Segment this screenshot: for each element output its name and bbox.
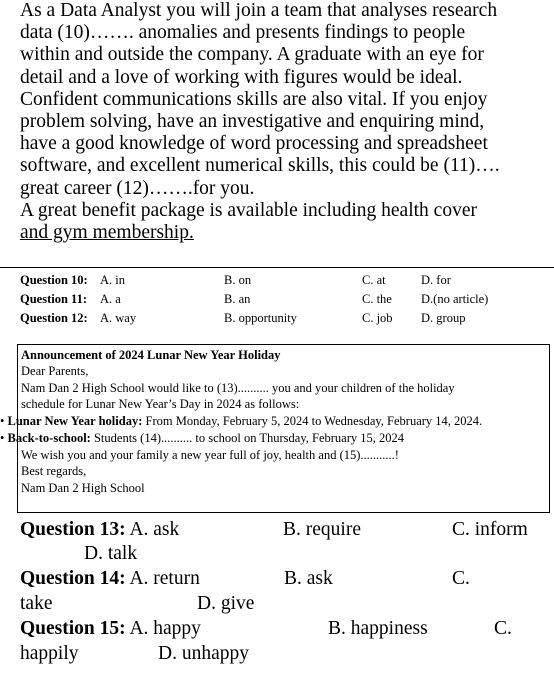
- bullet-text: Students (14).......... to school on Thursday, February 15, 2024: [90, 431, 405, 445]
- announcement-wish: We wish you and your family a new year full of joy, health and (15)...........!: [21, 448, 399, 462]
- option-b[interactable]: B. on: [224, 273, 252, 287]
- option-a[interactable]: A. ask: [125, 519, 180, 540]
- announcement-title: Announcement of 2024 Lunar New Year Holiday: [21, 348, 281, 362]
- announcement-closing: Best regards,: [21, 464, 87, 478]
- question-11-row: [20, 290, 550, 308]
- bullet-holiday: • Lunar New Year holiday: From Monday, February 5, 2024 to Wednesday, February 14, 2024.: [0, 414, 483, 428]
- passage-line: and gym membership.: [20, 221, 194, 243]
- option-d[interactable]: D.(no article): [421, 292, 489, 306]
- option-c-text[interactable]: happily: [20, 643, 79, 664]
- option-b[interactable]: B. ask: [284, 568, 333, 589]
- option-c[interactable]: C. at: [362, 273, 386, 287]
- question-label: Question 11:: [20, 292, 88, 306]
- passage-line: have a good knowledge of word processing and spreadsheet: [20, 133, 488, 155]
- option-b[interactable]: B. opportunity: [224, 311, 297, 325]
- option-d[interactable]: D. give: [197, 593, 255, 614]
- divider-rule: [0, 267, 554, 268]
- option-c[interactable]: C.: [494, 618, 512, 639]
- passage-line: As a Data Analyst you will join a team that analyses research: [20, 0, 498, 21]
- passage-line: problem solving, have an investigative and enquiring mind,: [20, 110, 485, 132]
- bullet-back-to-school: • Back-to-school: Students (14).......... to school on Thursday, February 15, 2024: [0, 431, 405, 445]
- question-15-label: Question 15: A. happy: [20, 618, 201, 639]
- question-10-row: [20, 271, 550, 289]
- option-a[interactable]: A. happy: [125, 618, 201, 639]
- announcement-body: schedule for Lunar New Year’s Day in 2024 as follows:: [21, 397, 300, 411]
- question-label: Question 10:: [20, 273, 88, 287]
- announcement-signature: Nam Dan 2 High School: [21, 481, 145, 495]
- option-d[interactable]: D. unhappy: [158, 643, 249, 664]
- passage-line: software, and excellent numerical skills, this could be (11)….: [20, 155, 500, 177]
- question-13-label: Question 13: A. ask: [20, 519, 180, 540]
- option-b[interactable]: B. happiness: [328, 618, 428, 639]
- question-label: Question 12:: [20, 311, 88, 325]
- question-14-label: Question 14: A. return: [20, 568, 200, 589]
- option-d[interactable]: D. group: [421, 311, 466, 325]
- option-c[interactable]: C. inform: [452, 519, 528, 540]
- option-a[interactable]: A. in: [100, 273, 125, 287]
- option-a[interactable]: A. way: [100, 311, 137, 325]
- option-d[interactable]: D. for: [421, 273, 451, 287]
- option-c[interactable]: C.: [452, 568, 470, 589]
- passage-line: detail and a love of working with figures would be ideal.: [20, 66, 463, 88]
- announcement-body: Nam Dan 2 High School would like to (13).......... you and your children of the holiday: [21, 381, 455, 395]
- option-a[interactable]: A. a: [100, 292, 121, 306]
- passage-line: data (10)……. anomalies and presents findings to people: [20, 22, 466, 44]
- option-b[interactable]: B. require: [283, 519, 361, 540]
- option-d[interactable]: D. talk: [84, 543, 138, 564]
- passage-line: within and outside the company. A graduate with an eye for: [20, 44, 484, 66]
- passage-line: Confident communications skills are also vital. If you enjoy: [20, 88, 488, 110]
- bullet-label: Lunar New Year holiday:: [7, 414, 143, 428]
- option-c-text[interactable]: take: [20, 593, 53, 614]
- question-12-row: [20, 309, 550, 327]
- passage-line: great career (12)…….for you.: [20, 177, 255, 199]
- bullet-label: Back-to-school:: [7, 431, 91, 445]
- reading-passage: [20, 0, 545, 244]
- passage-line: A great benefit package is available including health cover: [20, 199, 477, 221]
- option-a[interactable]: A. return: [125, 568, 200, 589]
- option-c[interactable]: C. the: [362, 292, 392, 306]
- announcement-greeting: Dear Parents,: [21, 364, 89, 378]
- option-b[interactable]: B. an: [224, 292, 251, 306]
- bullet-text: From Monday, February 5, 2024 to Wednesday, February 14, 2024.: [142, 414, 483, 428]
- option-c[interactable]: C. job: [362, 311, 393, 325]
